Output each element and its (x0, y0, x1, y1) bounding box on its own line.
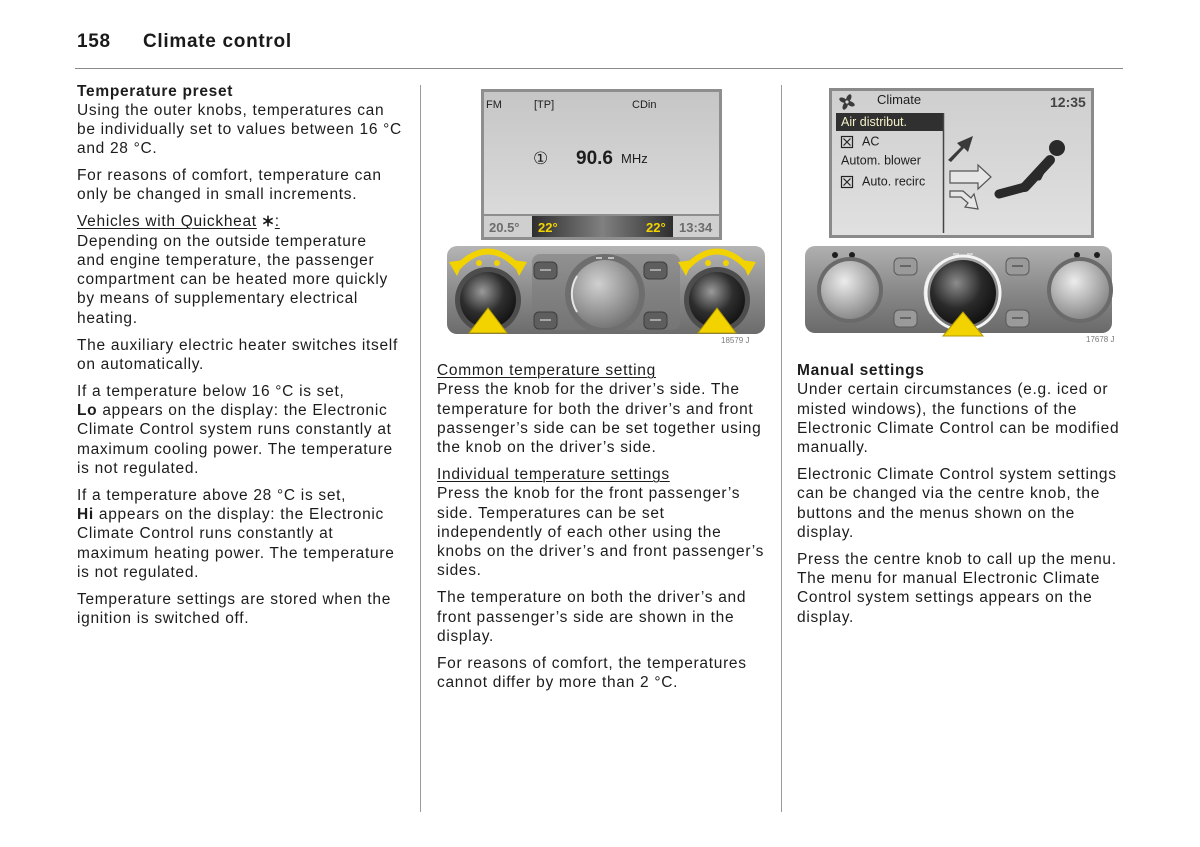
climate-control-panel (805, 246, 1113, 336)
subheading-quickheat (77, 212, 422, 231)
paragraph-block (437, 654, 782, 693)
paragraph-intro: If a temperature below 16 °C is set, (77, 382, 345, 400)
paragraph: Press the knob for the driver’s side. The temperature for both the driver’s and front passenger’s side can be set together using the knob on the driver’s side. (437, 381, 762, 457)
band-label: FM (486, 99, 502, 111)
column-middle (437, 361, 782, 700)
clock: 13:34 (679, 220, 713, 235)
menu-item-ac: AC (862, 134, 880, 149)
paragraph-intro: If a temperature above 28 °C is set, (77, 486, 347, 504)
paragraph: Press the centre knob to call up the menu. The menu for manual Electronic Climate Control system settings appears on the display. (797, 550, 1117, 626)
preset-number: ① (533, 149, 549, 168)
paragraph: Using the outer knobs, temperatures can be individually set to values between 16 °C and 28 °C. (77, 101, 402, 158)
center-knob (571, 260, 639, 328)
column-right (797, 361, 1142, 634)
frequency-unit: MHz (621, 151, 648, 166)
paragraph-block (797, 465, 1142, 542)
paragraph: Press the knob for the front passenger’s side. Temperatures can be set independently of each other using the knobs on the driver’s and front passenger’s sides. (437, 485, 765, 580)
section-individual-settings (437, 465, 782, 581)
section-heading: Manual settings (797, 362, 925, 379)
subheading-label: Vehicles with Quickheat (77, 213, 257, 231)
paragraph-hi (77, 486, 422, 582)
paragraph: Temperature settings are stored when the ignition is switched off. (77, 590, 392, 627)
climate-menu-figure (803, 86, 1123, 348)
paragraph-block (77, 166, 422, 205)
figure-code: 17678 J (1086, 335, 1115, 344)
paragraph: appears on the display: the Electronic Climate Control system runs constantly at maximum cooling power. The temperature is not regulated. (77, 401, 393, 477)
display-code-lo: Lo (77, 401, 98, 419)
right-knob (1051, 261, 1109, 319)
climate-screen (829, 88, 1094, 238)
paragraph: Under certain circumstances (e.g. iced or misted windows), the functions of the Electronic Climate Control can be modified manually. (797, 381, 1120, 457)
subheading-suffix: : (274, 213, 280, 231)
climate-control-panel (447, 246, 765, 334)
paragraph-lo (77, 382, 422, 478)
tp-label: [TP] (534, 99, 555, 111)
paragraph-block (797, 550, 1142, 627)
paragraph: Electronic Climate Control system settings can be changed via the centre knob, the buttons and the menus shown on the display. (797, 465, 1117, 541)
screen-title: Climate (877, 92, 922, 107)
passenger-temperature: 22° (646, 220, 666, 235)
paragraph-block (77, 590, 422, 629)
quickheat-icon (262, 215, 274, 227)
section-common-setting (437, 361, 782, 457)
clock: 12:35 (1050, 94, 1086, 110)
menu-item-air-distribution: Air distribut. (841, 115, 907, 129)
paragraph: The temperature on both the driver’s and front passenger’s side are shown in the display. (437, 589, 747, 645)
section-temperature-preset (77, 82, 422, 159)
display-code-hi: Hi (77, 505, 94, 523)
section-heading: Temperature preset (77, 82, 234, 100)
paragraph-block (77, 336, 422, 375)
page-title: Climate control (143, 31, 292, 52)
outside-temperature: 20.5° (489, 220, 520, 235)
paragraph: appears on the display: the Electronic Climate Control runs constantly at maximum heating power. The temperature is not regulated. (77, 505, 395, 581)
figure-code: 18579 J (721, 336, 750, 345)
frequency-value: 90.6 (576, 148, 613, 169)
source-label: CDin (632, 99, 657, 111)
page-number: 158 (77, 31, 111, 52)
section-manual-settings (797, 361, 1142, 457)
section-quickheat (77, 212, 422, 328)
subheading-individual: Individual temperature settings (437, 465, 670, 483)
driver-temperature: 22° (538, 220, 558, 235)
paragraph: Depending on the outside temperature and engine temperature, the passenger compartment can be heated more quickly by means of supplementary electrical heating. (77, 232, 388, 327)
radio-screen (481, 89, 722, 240)
paragraph: For reasons of comfort, temperature can only be changed in small increments. (77, 167, 382, 204)
menu-item-auto-recirc: Auto. recirc (862, 174, 926, 189)
paragraph-block (437, 588, 782, 646)
paragraph: For reasons of comfort, the temperatures cannot differ by more than 2 °C. (437, 654, 747, 691)
paragraph: The auxiliary electric heater switches itself on automatically. (77, 336, 398, 373)
header-rule (75, 68, 1123, 69)
column-left (77, 82, 422, 636)
subheading-common: Common temperature setting (437, 362, 656, 379)
left-knob (821, 261, 879, 319)
menu-item-autom-blower: Autom. blower (841, 153, 921, 168)
radio-display-figure (446, 86, 766, 348)
